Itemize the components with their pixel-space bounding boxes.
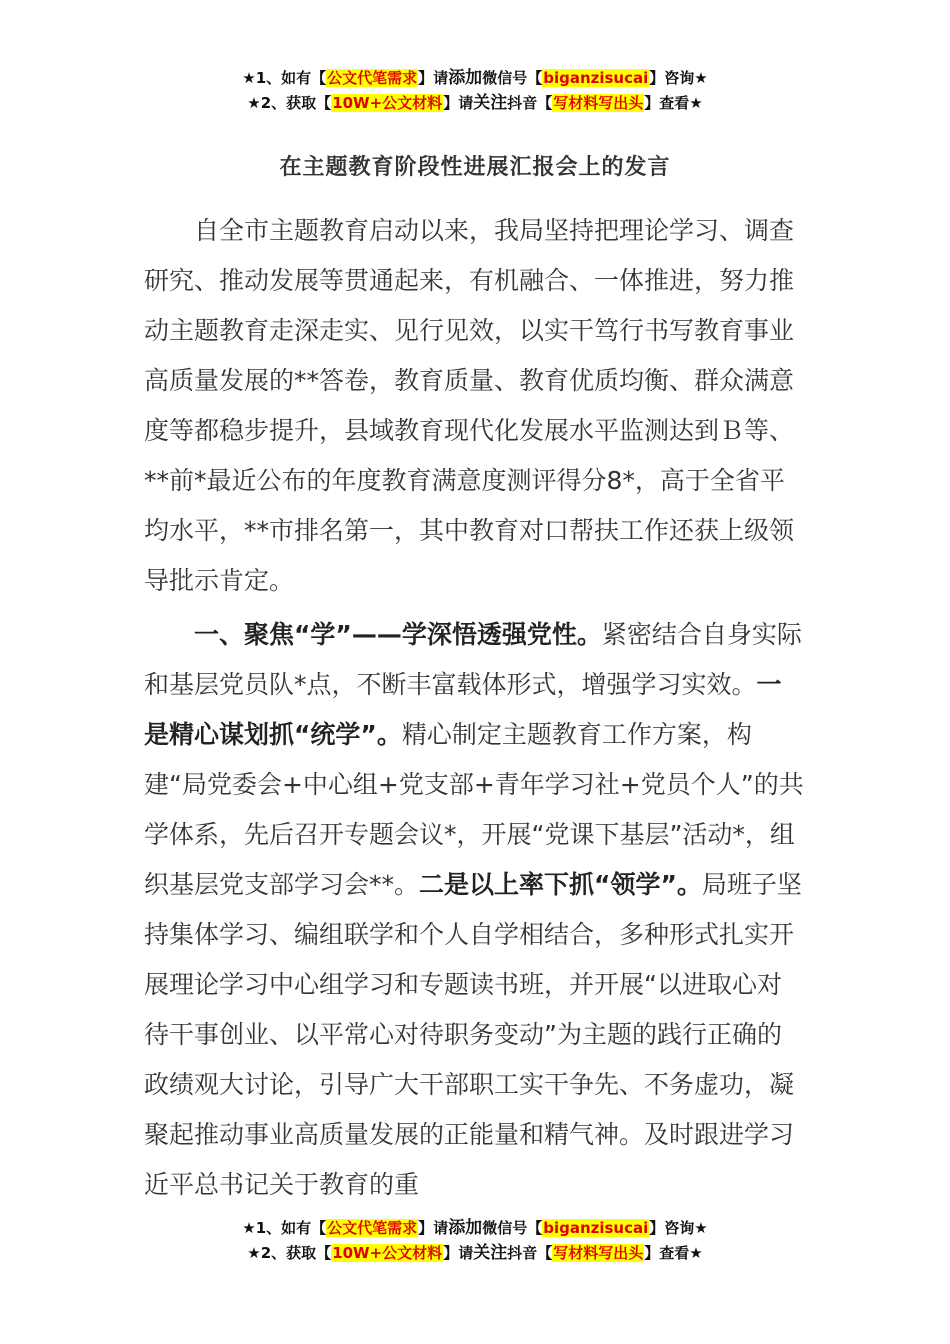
banner-highlight: 公文代笔需求 (327, 1219, 418, 1237)
banner-line-1 (0, 66, 950, 91)
banner-text: 抖音【 (507, 94, 553, 112)
banner-text: 】请 (418, 1219, 449, 1237)
banner-line-2 (0, 1241, 950, 1266)
banner-text: 】请 (418, 69, 449, 87)
banner-highlight: biganzisucai (543, 69, 649, 87)
banner-text: 关注 (473, 1243, 508, 1263)
banner-text: 】查看★ (644, 1244, 703, 1262)
subsection-text: 局班子坚持集体学习、编组联学和个人自学相结合，多种形式扎实开展理论学习中心组学习和专题读书班，并开展“以进取心对待干事创业、以平常心对待职务变动”为主题的践行正确的政绩观大讨论，引导广大干部职工实干争先、不务虚功，凝聚起推动事业高质量发展的正能量和精气神。及时跟进学习近平总书记关于教育的重 (144, 870, 802, 1199)
banner-highlight: 写材料写出头 (553, 1244, 644, 1262)
banner-text: 】请 (443, 94, 474, 112)
banner-text: 】咨询★ (649, 1219, 708, 1237)
section-text: 紧密结合自身实际和基层党员队*点，不断丰富载体形式，增强学习实效。 (144, 620, 802, 699)
banner-text: 】查看★ (644, 94, 703, 112)
banner-text: 微信号【 (482, 1219, 543, 1237)
banner-text: ★2、获取【 (247, 1244, 332, 1262)
subsection-text: 精心制定主题教育工作方案，构建“局党委会+中心组+党支部+青年学习社+党员个人”的共学体系，先后召开专题会议*，开展“党课下基层”活动*，组织基层党支部学习会**。 (144, 720, 804, 899)
banner-line-2 (0, 91, 950, 116)
paragraph-intro: 自全市主题教育启动以来，我局坚持把理论学习、调查研究、推动发展等贯通起来，有机融合、一体推进，努力推动主题教育走深走实、见行见效，以实干笃行书写教育事业高质量发展的**答卷，教育质量、教育优质均衡、群众满意度等都稳步提升，县域教育现代化发展水平监测达到Ｂ等、**前*最近公布的年度教育满意度测评得分8*，高于全省平均水平，**市排名第一，其中教育对口帮扶工作还获上级领导批示肯定。 (144, 216, 795, 595)
header-banner (0, 66, 950, 116)
banner-text: 关注 (473, 93, 508, 113)
document-body (144, 206, 806, 1210)
subsection-heading: 一是精心谋划抓“统学”。 (144, 670, 782, 749)
banner-text: 微信号【 (482, 69, 543, 87)
banner-highlight: 写材料写出头 (553, 94, 644, 112)
banner-highlight: 公文代笔需求 (327, 69, 418, 87)
banner-line-1 (0, 1216, 950, 1241)
banner-text: ★2、获取【 (247, 94, 332, 112)
banner-text: 添加 (448, 68, 483, 88)
banner-highlight: 10W+公文材料 (332, 1244, 443, 1262)
banner-highlight: biganzisucai (543, 1219, 649, 1237)
banner-highlight: 10W+公文材料 (332, 94, 443, 112)
subsection-heading: 二是以上率下抓“领学”。 (419, 870, 702, 899)
footer-banner (0, 1216, 950, 1266)
banner-text: 】咨询★ (649, 69, 708, 87)
banner-text: ★1、如有【 (242, 1219, 327, 1237)
banner-text: 】请 (443, 1244, 474, 1262)
banner-text: 添加 (448, 1218, 483, 1238)
document-title: 在主题教育阶段性进展汇报会上的发言 (279, 155, 671, 180)
section-heading: 一、聚焦“学”——学深悟透强党性。 (194, 620, 602, 649)
banner-text: 抖音【 (507, 1244, 553, 1262)
paragraph-section-1 (144, 610, 806, 1210)
banner-text: ★1、如有【 (242, 69, 327, 87)
